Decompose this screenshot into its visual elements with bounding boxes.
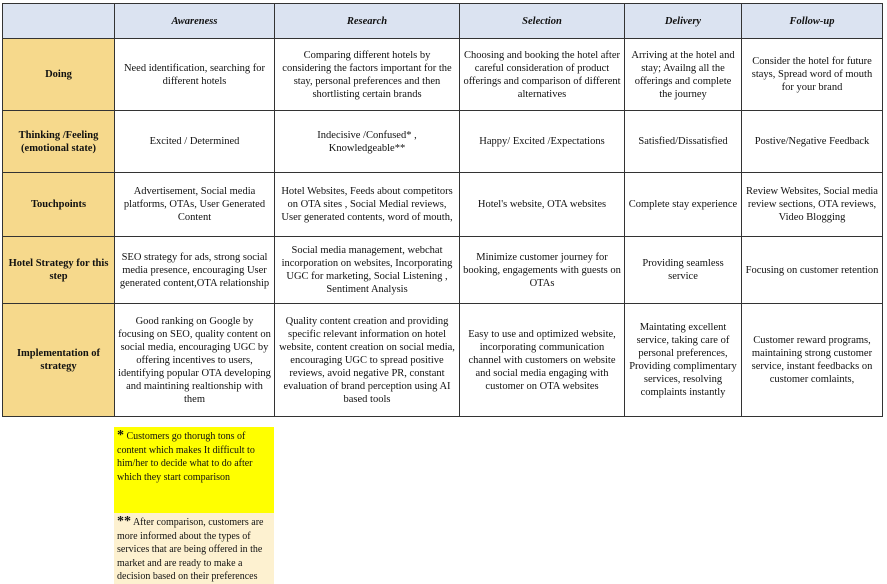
table-cell: Social media management, webchat incorporation on websites, Incorporating UGC for marketing, Social Listening , Sentiment Analysis xyxy=(275,237,460,304)
row-header-thinking-feeling: Thinking /Feeling (emotional state) xyxy=(3,111,115,173)
table-cell: Hotel Websites, Feeds about competitors on OTA sites , Social Medial reviews, User generated contents, word of mouth, xyxy=(275,173,460,237)
customer-journey-table xyxy=(2,3,883,417)
table-row xyxy=(3,111,883,173)
table-cell: Good ranking on Google by focusing on SEO, quality content on social media, encouraging UGC by offering incentives to users, identifying popular OTA developing and maintining realtionship with them xyxy=(115,304,275,417)
table-cell: Minimize customer journey for booking, engagements with guests on OTAs xyxy=(460,237,625,304)
table-row xyxy=(3,237,883,304)
table-cell: Maintating excellent service, taking care of personal preferences, Providing complimentary services, resolving complaints instantly xyxy=(625,304,742,417)
footnote-text: Customers go thorugh tons of content which makes It difficult to him/her to decide what to do after which they start comparison xyxy=(117,431,255,483)
stage-header-selection: Selection xyxy=(460,4,625,39)
table-row xyxy=(3,304,883,417)
table-cell: SEO strategy for ads, strong social media presence, encouraging User generated content,OTA relationship xyxy=(115,237,275,304)
row-header-touchpoints: Touchpoints xyxy=(3,173,115,237)
row-header-doing: Doing xyxy=(3,39,115,111)
footnote-marker: * xyxy=(117,428,124,443)
table-cell: Happy/ Excited /Expectations xyxy=(460,111,625,173)
stage-header-awareness: Awareness xyxy=(115,4,275,39)
table-cell: Quality content creation and providing specific relevant information on hotel website, content creation on social media, encouraging UGC to spread positive reviews, avoid negative PR, constant evaluation of brand perception using AI based tools xyxy=(275,304,460,417)
table-cell: Advertisement, Social media platforms, OTAs, User Generated Content xyxy=(115,173,275,237)
footnote-marker: ** xyxy=(117,514,131,529)
row-header-hotel-strategy: Hotel Strategy for this step xyxy=(3,237,115,304)
footnote-text: After comparison, customers are more informed about the types of services that are being offered in the market and are ready to make a decision based on their preferences xyxy=(117,517,264,582)
table-row xyxy=(3,39,883,111)
footnote-knowledgeable xyxy=(114,513,274,584)
row-header-implementation: Implementation of strategy xyxy=(3,304,115,417)
table-cell: Easy to use and optimized website, incorporating communication channel with customers on website and social media engaging with customer on OTA websites xyxy=(460,304,625,417)
footnote-confused xyxy=(114,427,274,513)
table-cell: Need identification, searching for different hotels xyxy=(115,39,275,111)
stage-header-follow-up: Follow-up xyxy=(742,4,883,39)
stage-header-research: Research xyxy=(275,4,460,39)
table-row xyxy=(3,173,883,237)
table-cell: Postive/Negative Feedback xyxy=(742,111,883,173)
table-cell: Customer reward programs, maintaining strong customer service, instant feedbacks on customer comlaints, xyxy=(742,304,883,417)
table-cell: Indecisive /Confused* , Knowledgeable** xyxy=(275,111,460,173)
table-cell: Consider the hotel for future stays, Spread word of mouth for your brand xyxy=(742,39,883,111)
table-cell: Hotel's website, OTA websites xyxy=(460,173,625,237)
header-corner xyxy=(3,4,115,39)
table-cell: Complete stay experience xyxy=(625,173,742,237)
table-cell: Comparing different hotels by considering the factors important for the stay, personal preferences and then shortlisting certain brands xyxy=(275,39,460,111)
table-cell: Excited / Determined xyxy=(115,111,275,173)
table-cell: Satisfied/Dissatisfied xyxy=(625,111,742,173)
table-cell: Providing seamless service xyxy=(625,237,742,304)
table-cell: Choosing and booking the hotel after careful consideration of product offerings and comparison of different alternatives xyxy=(460,39,625,111)
table-cell: Focusing on customer retention xyxy=(742,237,883,304)
table-cell: Arriving at the hotel and stay; Availng all the offerings and complete the journey xyxy=(625,39,742,111)
stage-header-delivery: Delivery xyxy=(625,4,742,39)
table-cell: Review Websites, Social media review sections, OTA reviews, Video Blogging xyxy=(742,173,883,237)
